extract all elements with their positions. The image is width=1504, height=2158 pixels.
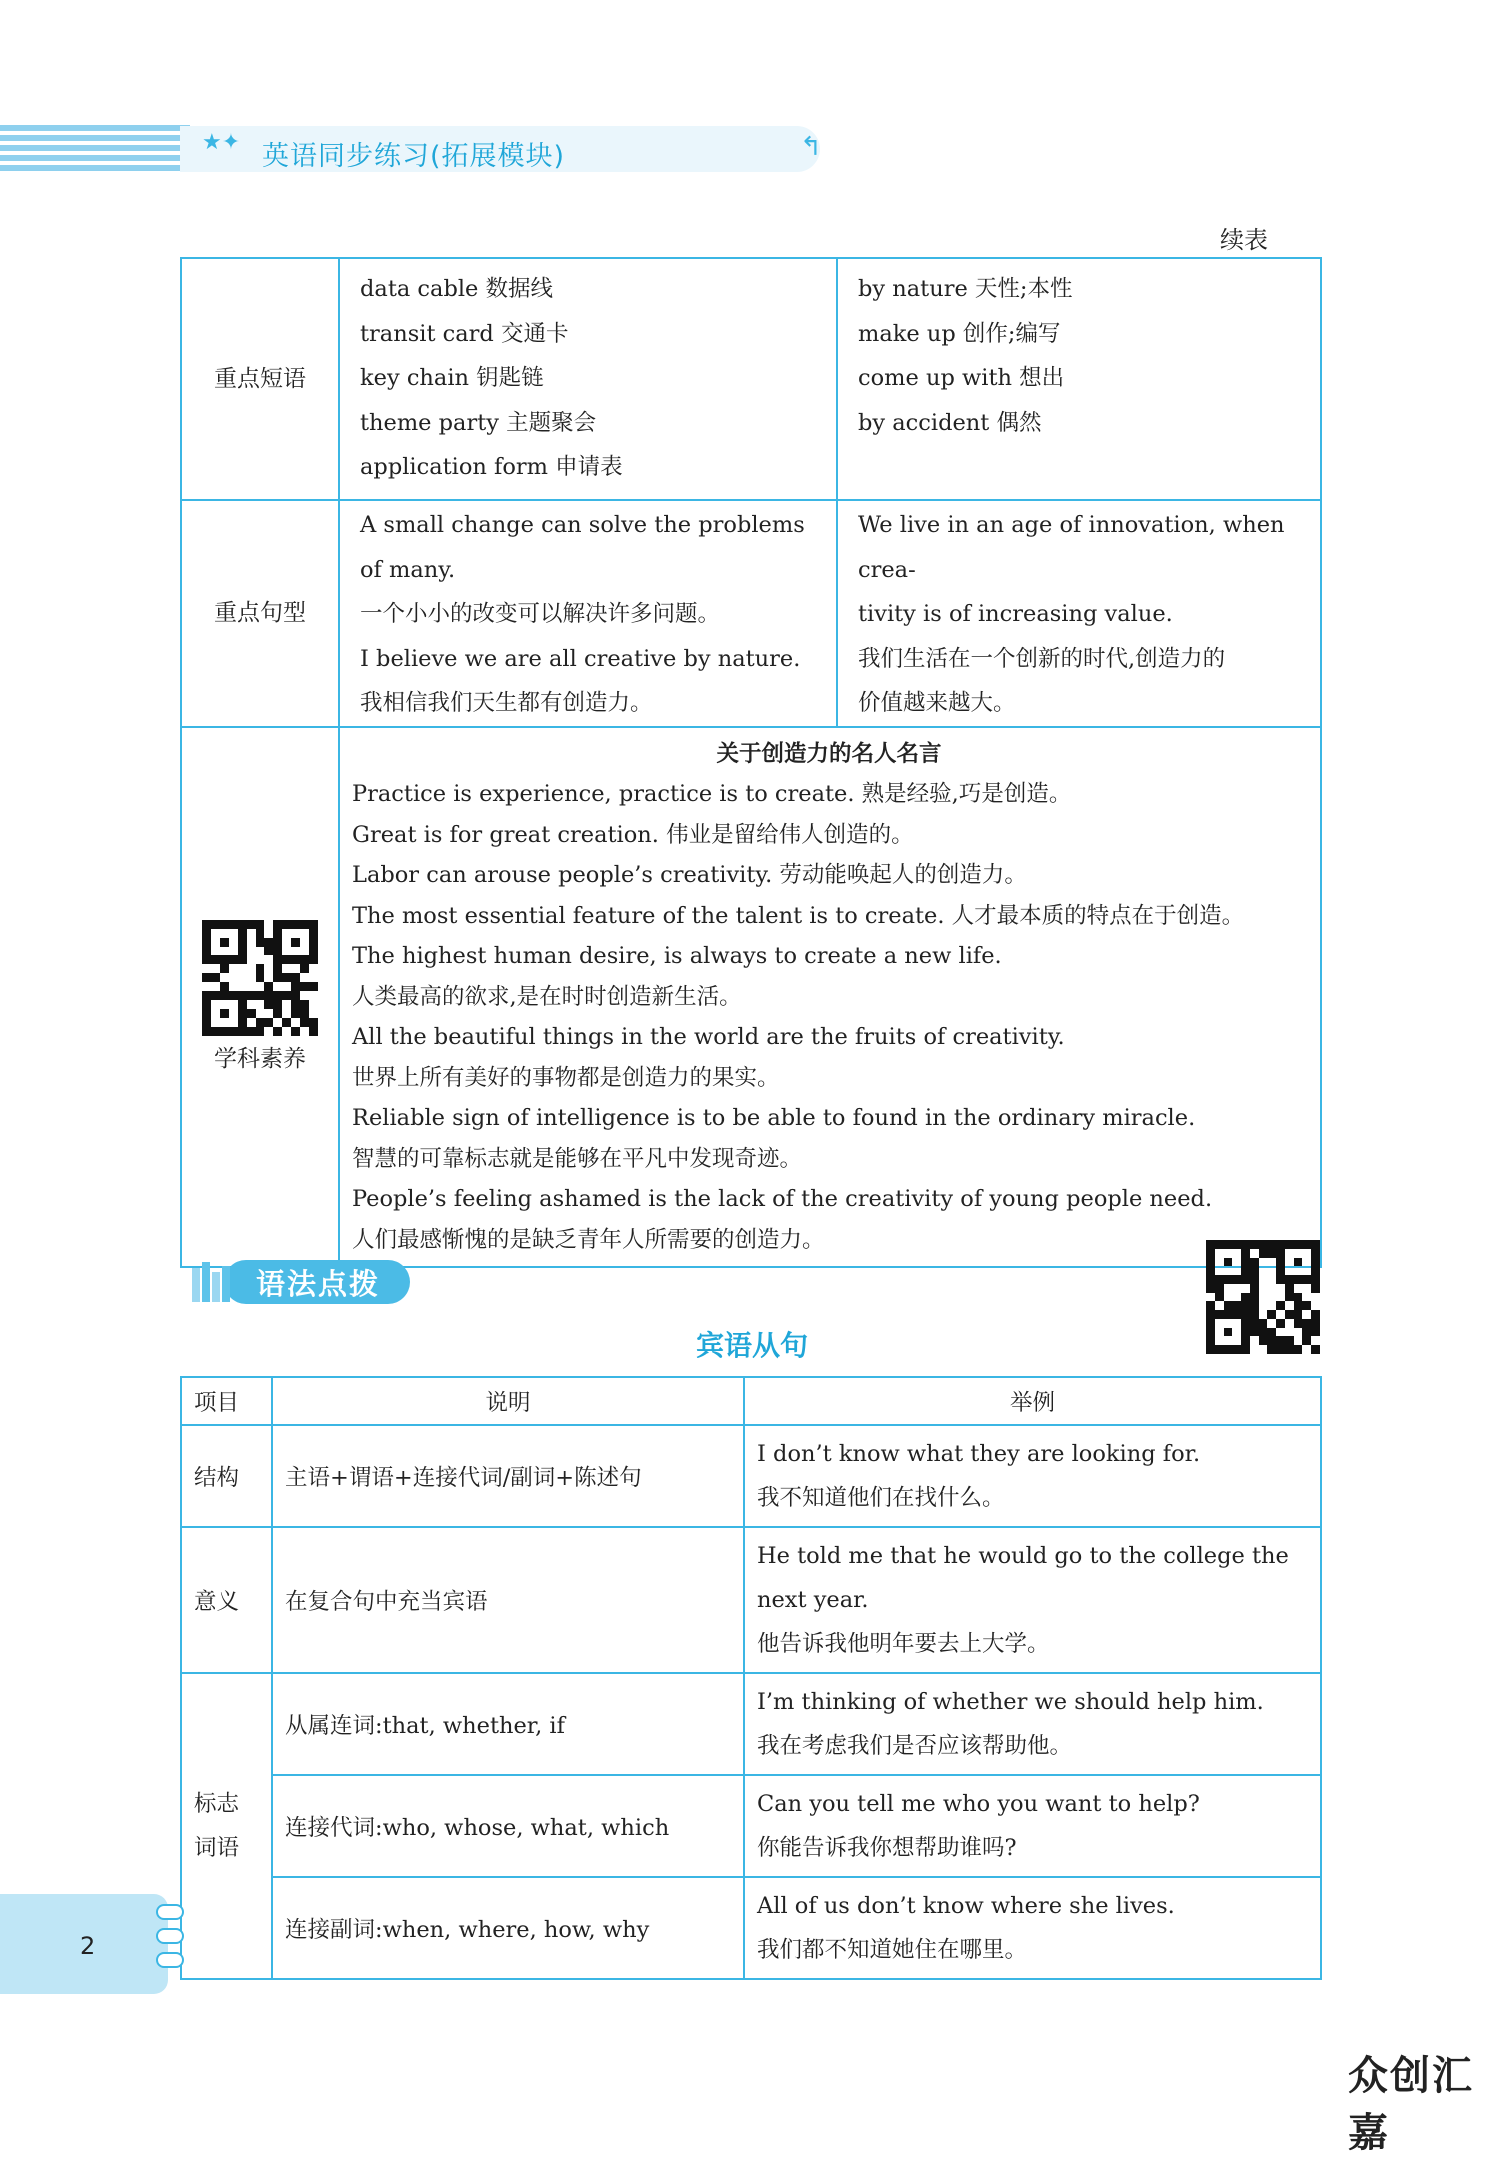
quote-line: All the beautiful things in the world are the fruits of creativity.	[352, 1024, 1065, 1050]
col-header-item: 项目	[181, 1377, 272, 1425]
quote-line: 世界上所有美好的事物都是创造力的果实。	[352, 1064, 780, 1091]
example-en: I’m thinking of whether we should help him.	[757, 1689, 1264, 1715]
quote-line: The most essential feature of the talent is to create. 人才最本质的特点在于创造。	[352, 902, 1245, 929]
conj-desc: 从属连词:that, whether, if	[272, 1673, 744, 1775]
quote-line: Great is for great creation. 伟业是留给伟人创造的。	[352, 821, 914, 848]
col-header-example: 举例	[744, 1377, 1321, 1425]
pron-row	[181, 1775, 1321, 1877]
markers-item-line: 标志	[194, 1791, 240, 1817]
sentence-line: tivity is of increasing value.	[858, 601, 1173, 627]
badge-text: 语法点拨	[256, 1267, 381, 1301]
sentence-line: We live in an age of innovation, when crea-	[858, 512, 1285, 583]
binder-ring-icon	[156, 1904, 184, 1920]
example-en: He told me that he would go to the college the next year.	[757, 1543, 1289, 1613]
curved-arrow-icon: ↰	[800, 132, 822, 162]
page-number: 2	[80, 1932, 96, 1960]
sentences-label: 重点句型	[181, 500, 339, 727]
adv-row	[181, 1877, 1321, 1979]
header-row	[181, 1377, 1321, 1425]
sentence-line: 我们生活在一个创新的时代,创造力的	[858, 645, 1226, 672]
meaning-example	[744, 1527, 1321, 1673]
continued-label: 续表	[1220, 226, 1268, 254]
col-header-desc: 说明	[272, 1377, 744, 1425]
example-en: All of us don’t know where she lives.	[757, 1893, 1175, 1919]
sentences-left	[339, 500, 837, 727]
phrases-right	[837, 258, 1321, 500]
literacy-label-cell	[181, 727, 339, 1268]
sentence-line: A small change can solve the problems of many.	[360, 512, 805, 583]
phrase-item: theme party 主题聚会	[360, 409, 597, 436]
example-en: I don’t know what they are looking for.	[757, 1441, 1201, 1467]
quote-line: 人类最高的欲求,是在时时创造新生活。	[352, 983, 742, 1010]
literacy-label: 学科素养	[214, 1045, 306, 1072]
phrase-item: come up with 想出	[858, 365, 1065, 391]
phrase-item: data cable 数据线	[360, 276, 554, 302]
structure-row	[181, 1425, 1321, 1527]
quote-line: People’s feeling ashamed is the lack of the creativity of young people need.	[352, 1186, 1213, 1212]
phrase-item: make up 创作;编写	[858, 320, 1061, 347]
example-zh: 他告诉我他明年要去上大学。	[757, 1631, 1050, 1657]
binder-ring-icon	[156, 1952, 184, 1968]
qr-code-icon[interactable]	[202, 920, 318, 1036]
books-icon	[190, 1258, 236, 1304]
quote-line: The highest human desire, is always to create a new life.	[352, 943, 1002, 969]
literacy-row	[181, 727, 1321, 1268]
phrase-item: by nature 天性;本性	[858, 276, 1073, 302]
phrase-item: application form 申请表	[360, 454, 623, 480]
adv-desc: 连接副词:when, where, how, why	[272, 1877, 744, 1979]
markers-item-line: 词语	[194, 1835, 240, 1861]
example-zh: 我在考虑我们是否应该帮助他。	[757, 1733, 1073, 1759]
markers-item	[181, 1673, 272, 1979]
conj-row	[181, 1673, 1321, 1775]
structure-desc: 主语+谓语+连接代词/副词+陈述句	[272, 1425, 744, 1527]
sentences-right	[837, 500, 1321, 727]
watermark: 众创汇嘉	[1348, 2053, 1474, 2156]
example-zh: 你能告诉我你想帮助谁吗?	[757, 1835, 1017, 1861]
phrase-item: by accident 偶然	[858, 409, 1042, 436]
binder-ring-icon	[156, 1928, 184, 1944]
pron-desc: 连接代词:who, whose, what, which	[272, 1775, 744, 1877]
stars-icon: ★✦	[202, 130, 241, 155]
sentence-line: I believe we are all creative by nature.	[360, 645, 801, 672]
structure-example	[744, 1425, 1321, 1527]
phrases-row	[181, 258, 1321, 500]
adv-example	[744, 1877, 1321, 1979]
vocabulary-table	[180, 257, 1322, 1268]
quote-line: Reliable sign of intelligence is to be able to found in the ordinary miracle.	[352, 1105, 1196, 1131]
sentences-row	[181, 500, 1321, 727]
conj-example	[744, 1673, 1321, 1775]
structure-item: 结构	[181, 1425, 272, 1527]
sentence-line: 价值越来越大。	[858, 690, 1016, 716]
grammar-title: 宾语从句	[695, 1329, 808, 1362]
meaning-item: 意义	[181, 1527, 272, 1673]
sentence-line: 我相信我们天生都有创造力。	[360, 690, 653, 716]
phrases-left	[339, 258, 837, 500]
quotes-title: 关于创造力的名人名言	[716, 740, 942, 767]
quote-line: 智慧的可靠标志就是能够在平凡中发现奇迹。	[352, 1145, 803, 1172]
example-zh: 我不知道他们在找什么。	[757, 1485, 1005, 1511]
book-title: 英语同步练习(拓展模块)	[262, 141, 566, 172]
phrases-label: 重点短语	[181, 258, 339, 500]
quote-line: Labor can arouse people’s creativity. 劳动能唤起人的创造力。	[352, 862, 1027, 888]
sentence-line: 一个小小的改变可以解决许多问题。	[360, 601, 721, 627]
phrase-item: transit card 交通卡	[360, 320, 569, 347]
grammar-badge	[184, 1252, 410, 1308]
meaning-row	[181, 1527, 1321, 1673]
quote-line: 人们最感惭愧的是缺乏青年人所需要的创造力。	[352, 1226, 825, 1253]
example-en: Can you tell me who you want to help?	[757, 1791, 1200, 1817]
grammar-table	[180, 1376, 1322, 1980]
pron-example	[744, 1775, 1321, 1877]
meaning-desc: 在复合句中充当宾语	[272, 1527, 744, 1673]
example-zh: 我们都不知道她住在哪里。	[757, 1937, 1028, 1963]
quotes-cell	[339, 727, 1321, 1268]
quote-line: Practice is experience, practice is to create. 熟是经验,巧是创造。	[352, 781, 1072, 807]
phrase-item: key chain 钥匙链	[360, 365, 544, 391]
